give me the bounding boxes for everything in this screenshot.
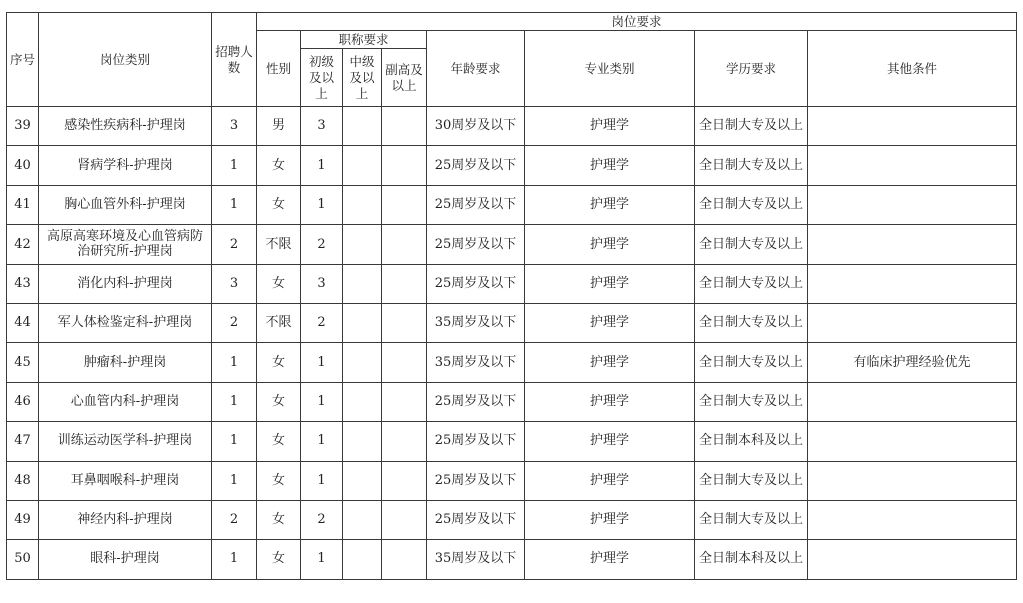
recruitment-table bbox=[6, 12, 1017, 580]
cell-junior: 1 bbox=[301, 343, 343, 382]
cell-senior bbox=[382, 264, 427, 303]
cell-middle bbox=[343, 303, 382, 342]
header-major: 专业类别 bbox=[525, 31, 695, 107]
cell-senior bbox=[382, 500, 427, 539]
cell-other bbox=[808, 540, 1017, 579]
cell-education: 全日制大专及以上 bbox=[695, 225, 808, 264]
cell-count: 1 bbox=[212, 540, 257, 579]
table-row bbox=[7, 343, 1017, 382]
cell-education: 全日制大专及以上 bbox=[695, 461, 808, 500]
cell-education: 全日制大专及以上 bbox=[695, 500, 808, 539]
cell-count: 1 bbox=[212, 343, 257, 382]
cell-age: 35周岁及以下 bbox=[427, 343, 525, 382]
cell-education: 全日制大专及以上 bbox=[695, 343, 808, 382]
cell-major: 护理学 bbox=[525, 461, 695, 500]
header-middle: 中级及以上 bbox=[343, 49, 382, 107]
cell-middle bbox=[343, 461, 382, 500]
cell-seq: 48 bbox=[7, 461, 39, 500]
cell-other bbox=[808, 107, 1017, 146]
table-row bbox=[7, 107, 1017, 146]
cell-junior: 3 bbox=[301, 107, 343, 146]
cell-age: 25周岁及以下 bbox=[427, 185, 525, 224]
cell-category: 军人体检鉴定科-护理岗 bbox=[39, 303, 212, 342]
cell-major: 护理学 bbox=[525, 422, 695, 461]
cell-seq: 49 bbox=[7, 500, 39, 539]
cell-other bbox=[808, 264, 1017, 303]
cell-other bbox=[808, 146, 1017, 185]
cell-senior bbox=[382, 382, 427, 421]
cell-gender: 女 bbox=[257, 461, 301, 500]
cell-middle bbox=[343, 146, 382, 185]
cell-category: 训练运动医学科-护理岗 bbox=[39, 422, 212, 461]
cell-middle bbox=[343, 540, 382, 579]
cell-age: 25周岁及以下 bbox=[427, 264, 525, 303]
cell-gender: 女 bbox=[257, 500, 301, 539]
header-junior: 初级及以上 bbox=[301, 49, 343, 107]
cell-count: 1 bbox=[212, 461, 257, 500]
table-body bbox=[7, 107, 1017, 580]
cell-count: 1 bbox=[212, 146, 257, 185]
cell-gender: 女 bbox=[257, 343, 301, 382]
cell-major: 护理学 bbox=[525, 343, 695, 382]
header-other: 其他条件 bbox=[808, 31, 1017, 107]
cell-senior bbox=[382, 422, 427, 461]
cell-gender: 女 bbox=[257, 185, 301, 224]
header-education: 学历要求 bbox=[695, 31, 808, 107]
cell-count: 2 bbox=[212, 500, 257, 539]
cell-seq: 47 bbox=[7, 422, 39, 461]
cell-senior bbox=[382, 461, 427, 500]
cell-seq: 43 bbox=[7, 264, 39, 303]
cell-seq: 42 bbox=[7, 225, 39, 264]
cell-category: 高原高寒环境及心血管病防治研究所-护理岗 bbox=[39, 225, 212, 264]
cell-junior: 2 bbox=[301, 500, 343, 539]
cell-age: 25周岁及以下 bbox=[427, 422, 525, 461]
cell-education: 全日制大专及以上 bbox=[695, 107, 808, 146]
cell-count: 2 bbox=[212, 225, 257, 264]
table-row bbox=[7, 382, 1017, 421]
cell-major: 护理学 bbox=[525, 264, 695, 303]
cell-middle bbox=[343, 107, 382, 146]
cell-other: 有临床护理经验优先 bbox=[808, 343, 1017, 382]
cell-category: 眼科-护理岗 bbox=[39, 540, 212, 579]
cell-education: 全日制大专及以上 bbox=[695, 185, 808, 224]
cell-gender: 女 bbox=[257, 146, 301, 185]
cell-education: 全日制大专及以上 bbox=[695, 264, 808, 303]
cell-junior: 1 bbox=[301, 540, 343, 579]
cell-seq: 45 bbox=[7, 343, 39, 382]
cell-major: 护理学 bbox=[525, 303, 695, 342]
cell-category: 耳鼻咽喉科-护理岗 bbox=[39, 461, 212, 500]
cell-age: 35周岁及以下 bbox=[427, 303, 525, 342]
cell-count: 3 bbox=[212, 264, 257, 303]
header-category: 岗位类别 bbox=[39, 13, 212, 107]
cell-junior: 1 bbox=[301, 422, 343, 461]
cell-middle bbox=[343, 500, 382, 539]
cell-gender: 女 bbox=[257, 382, 301, 421]
cell-category: 神经内科-护理岗 bbox=[39, 500, 212, 539]
header-recruit-count: 招聘人数 bbox=[212, 13, 257, 107]
cell-middle bbox=[343, 264, 382, 303]
header-age: 年龄要求 bbox=[427, 31, 525, 107]
cell-category: 胸心血管外科-护理岗 bbox=[39, 185, 212, 224]
cell-major: 护理学 bbox=[525, 540, 695, 579]
cell-other bbox=[808, 461, 1017, 500]
cell-age: 35周岁及以下 bbox=[427, 540, 525, 579]
header-gender: 性别 bbox=[257, 31, 301, 107]
table-row bbox=[7, 422, 1017, 461]
cell-category: 肾病学科-护理岗 bbox=[39, 146, 212, 185]
cell-category: 心血管内科-护理岗 bbox=[39, 382, 212, 421]
cell-seq: 50 bbox=[7, 540, 39, 579]
cell-gender: 不限 bbox=[257, 225, 301, 264]
cell-count: 2 bbox=[212, 303, 257, 342]
cell-middle bbox=[343, 185, 382, 224]
table-row bbox=[7, 185, 1017, 224]
cell-major: 护理学 bbox=[525, 146, 695, 185]
cell-other bbox=[808, 225, 1017, 264]
table-row bbox=[7, 225, 1017, 264]
cell-age: 25周岁及以下 bbox=[427, 382, 525, 421]
cell-senior bbox=[382, 185, 427, 224]
cell-age: 25周岁及以下 bbox=[427, 461, 525, 500]
cell-other bbox=[808, 303, 1017, 342]
cell-seq: 40 bbox=[7, 146, 39, 185]
cell-other bbox=[808, 382, 1017, 421]
cell-count: 1 bbox=[212, 422, 257, 461]
cell-other bbox=[808, 500, 1017, 539]
cell-middle bbox=[343, 382, 382, 421]
cell-seq: 44 bbox=[7, 303, 39, 342]
cell-senior bbox=[382, 303, 427, 342]
cell-education: 全日制本科及以上 bbox=[695, 422, 808, 461]
table-row bbox=[7, 264, 1017, 303]
cell-senior bbox=[382, 343, 427, 382]
cell-count: 1 bbox=[212, 185, 257, 224]
cell-major: 护理学 bbox=[525, 185, 695, 224]
cell-education: 全日制大专及以上 bbox=[695, 146, 808, 185]
cell-middle bbox=[343, 422, 382, 461]
cell-junior: 2 bbox=[301, 303, 343, 342]
cell-major: 护理学 bbox=[525, 382, 695, 421]
cell-junior: 1 bbox=[301, 146, 343, 185]
table-row bbox=[7, 303, 1017, 342]
cell-gender: 不限 bbox=[257, 303, 301, 342]
cell-major: 护理学 bbox=[525, 225, 695, 264]
cell-seq: 39 bbox=[7, 107, 39, 146]
cell-junior: 2 bbox=[301, 225, 343, 264]
cell-category: 肿瘤科-护理岗 bbox=[39, 343, 212, 382]
table-row bbox=[7, 500, 1017, 539]
cell-seq: 46 bbox=[7, 382, 39, 421]
cell-age: 25周岁及以下 bbox=[427, 500, 525, 539]
cell-senior bbox=[382, 107, 427, 146]
cell-education: 全日制大专及以上 bbox=[695, 303, 808, 342]
cell-other bbox=[808, 185, 1017, 224]
cell-junior: 1 bbox=[301, 382, 343, 421]
cell-junior: 1 bbox=[301, 185, 343, 224]
cell-senior bbox=[382, 540, 427, 579]
table-row bbox=[7, 540, 1017, 579]
header-title-req: 职称要求 bbox=[301, 31, 427, 49]
table-row bbox=[7, 146, 1017, 185]
cell-middle bbox=[343, 225, 382, 264]
cell-age: 25周岁及以下 bbox=[427, 146, 525, 185]
cell-gender: 男 bbox=[257, 107, 301, 146]
cell-gender: 女 bbox=[257, 422, 301, 461]
cell-junior: 1 bbox=[301, 461, 343, 500]
cell-education: 全日制本科及以上 bbox=[695, 540, 808, 579]
cell-gender: 女 bbox=[257, 264, 301, 303]
cell-major: 护理学 bbox=[525, 107, 695, 146]
cell-age: 25周岁及以下 bbox=[427, 225, 525, 264]
cell-age: 30周岁及以下 bbox=[427, 107, 525, 146]
recruitment-table-container bbox=[6, 12, 1017, 580]
cell-count: 3 bbox=[212, 107, 257, 146]
table-row bbox=[7, 461, 1017, 500]
header-requirements: 岗位要求 bbox=[257, 13, 1017, 31]
cell-education: 全日制大专及以上 bbox=[695, 382, 808, 421]
cell-seq: 41 bbox=[7, 185, 39, 224]
table-header bbox=[7, 13, 1017, 107]
cell-senior bbox=[382, 225, 427, 264]
cell-senior bbox=[382, 146, 427, 185]
cell-other bbox=[808, 422, 1017, 461]
header-senior: 副高及以上 bbox=[382, 49, 427, 107]
cell-gender: 女 bbox=[257, 540, 301, 579]
cell-major: 护理学 bbox=[525, 500, 695, 539]
cell-category: 消化内科-护理岗 bbox=[39, 264, 212, 303]
cell-junior: 3 bbox=[301, 264, 343, 303]
cell-category: 感染性疾病科-护理岗 bbox=[39, 107, 212, 146]
header-seq: 序号 bbox=[7, 13, 39, 107]
cell-middle bbox=[343, 343, 382, 382]
cell-count: 1 bbox=[212, 382, 257, 421]
